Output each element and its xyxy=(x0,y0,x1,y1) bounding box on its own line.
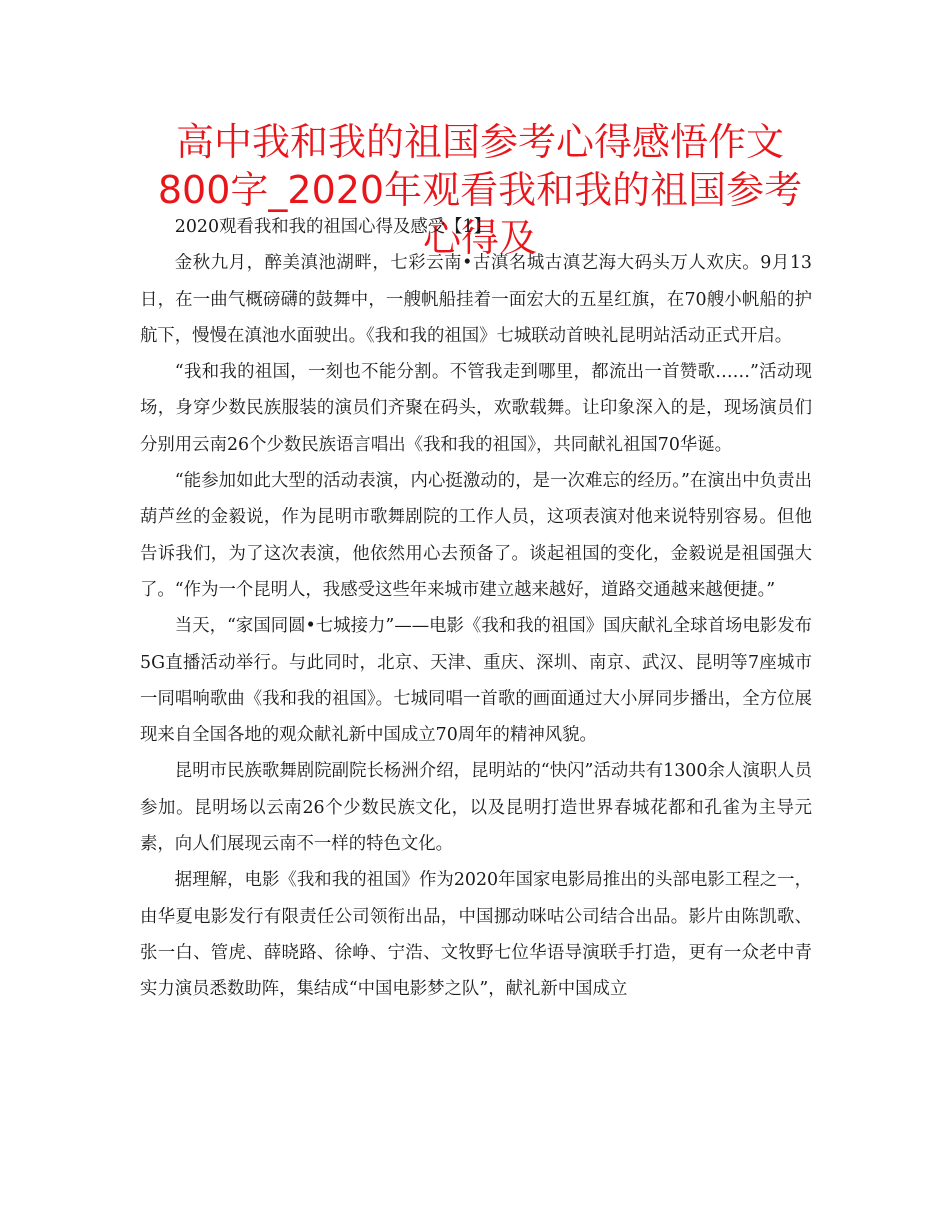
paragraph: 据理解，电影《我和我的祖国》作为2020年国家电影局推出的头部电影工程之一，由华夏电影发行有限责任公司领衔出品，中国挪动咪咕公司结合出品。影片由陈凯歌、张一白、管虎、薛晓路、徐峥、宁浩、文牧野七位华语导演联手打造，更有一众老中青实力演员悉数助阵，集结成“中国电影梦之队”，献礼新中国成立 xyxy=(140,870,812,1000)
paragraph: “我和我的祖国，一刻也不能分割。不管我走到哪里，都流出一首赞歌……”活动现场，身穿少数民族服装的演员们齐聚在码头，欢歌载舞。让印象深入的是，现场演员们分别用云南26个少数民族语言唱出《我和我的祖国》，共同献礼祖国70华诞。 xyxy=(140,362,812,455)
paragraph: 昆明市民族歌舞剧院副院长杨洲介绍，昆明站的“快闪”活动共有1300余人演职人员参加。昆明场以云南26个少数民族文化，以及昆明打造世界春城花都和孔雀为主导元素，向人们展现云南不一样的特色文化。 xyxy=(140,761,812,855)
document-body xyxy=(140,209,812,1008)
document-subtitle: 2020观看我和我的祖国心得及感受【1】 xyxy=(174,217,491,237)
paragraph: 金秋九月，醉美滇池湖畔，七彩云南•古滇名城古滇艺海大码头万人欢庆。9月13日，在一曲气概磅礴的鼓舞中，一艘帆船挂着一面宏大的五星红旗，在70艘小帆船的护航下，慢慢在滇池水面驶出。《我和我的祖国》七城联动首映礼昆明站活动正式开启。 xyxy=(140,253,812,346)
paragraph: 当天，“家国同圆•七城接力”——电影《我和我的祖国》国庆献礼全球首场电影发布5G直播活动举行。与此同时，北京、天津、重庆、深圳、南京、武汉、昆明等7座城市一同唱响歌曲《我和我的祖国》。七城同唱一首歌的画面通过大小屏同步播出，全方位展现来自全国各地的观众献礼新中国成立70周年的精神风貌。 xyxy=(140,616,812,746)
paragraph: “能参加如此大型的活动表演，内心挺激动的，是一次难忘的经历。”在演出中负责出葫芦丝的金毅说，作为昆明市歌舞剧院的工作人员，这项表演对他来说特别容易。但他告诉我们，为了这次表演，他依然用心去预备了。谈起祖国的变化，金毅说是祖国强大了。“作为一个昆明人，我感受这些年来城市建立越来越好，道路交通越来越便捷。” xyxy=(140,471,812,600)
document-title: 高中我和我的祖国参考心得感悟作文800字_2020年观看我和我的祖国参考心得及 xyxy=(157,120,803,260)
